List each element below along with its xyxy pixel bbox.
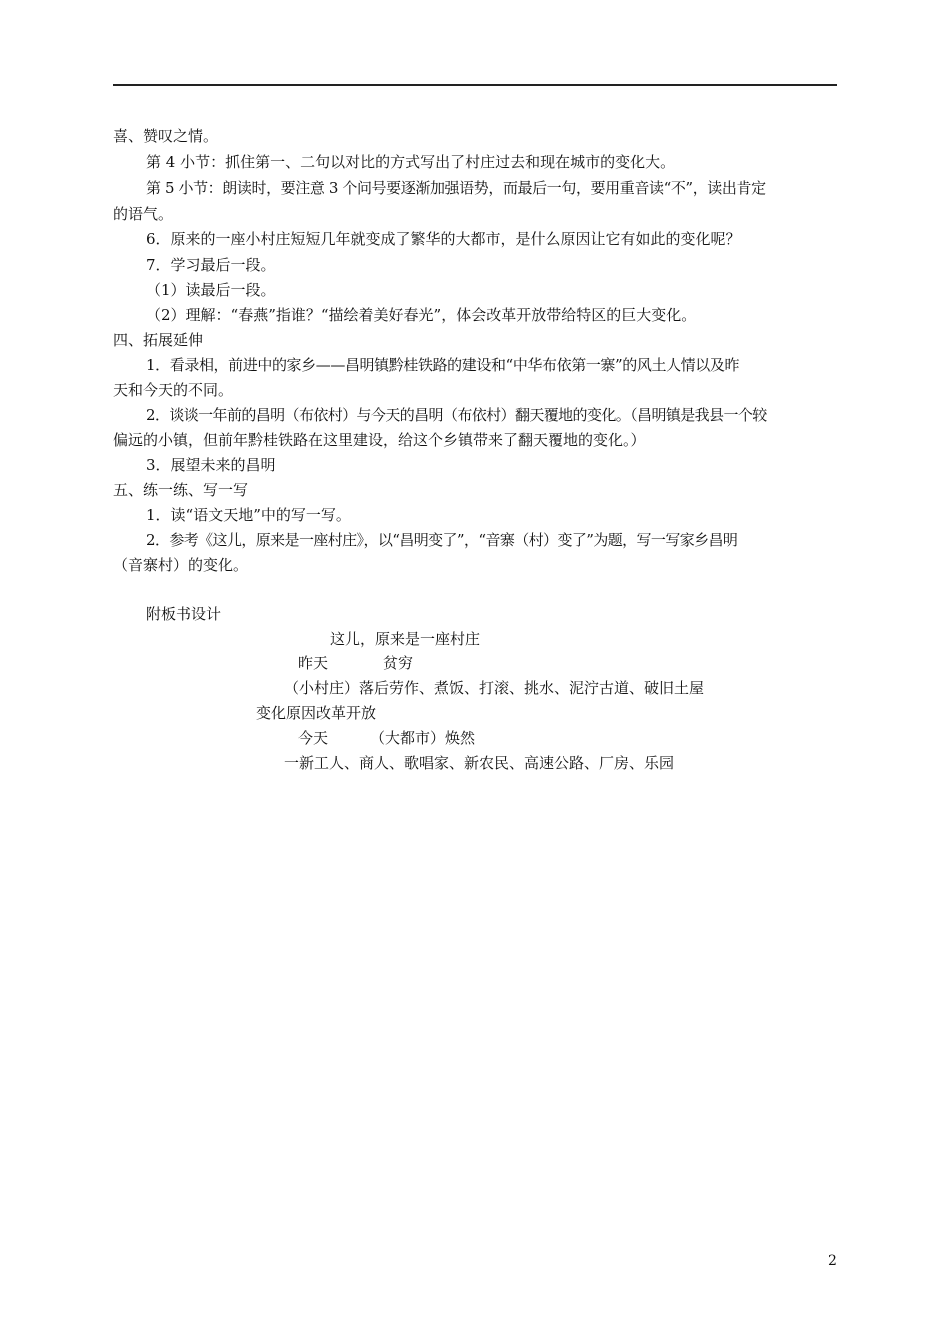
text-line: 第 5 小节：朗读时，要注意 3 个问号要逐渐加强语势，而最后一句，要用重音读“不”，读出肯定 xyxy=(146,179,766,197)
board-yesterday: 昨天 xyxy=(298,654,329,672)
board-city: （大都市）焕然 xyxy=(370,729,476,747)
text-line: 喜、赞叹之情。 xyxy=(113,127,219,145)
text-line: 2．参考《这儿，原来是一座村庄》，以“昌明变了”，“音寨（村）变了”为题，写一写家乡昌明 xyxy=(146,531,738,549)
text-line: 1．看录相，前进中的家乡——昌明镇黔桂铁路的建设和“中华布依第一寨”的风土人情以及昨 xyxy=(146,356,740,374)
text-line: 3．展望未来的昌明 xyxy=(146,456,276,474)
text-line: （2）理解：“春燕”指谁？“描绘着美好春光”，体会改革开放带给特区的巨大变化。 xyxy=(146,306,697,324)
text-line: 7．学习最后一段。 xyxy=(146,256,276,274)
board-heading: 附板书设计 xyxy=(146,605,222,623)
text-line: 偏远的小镇，但前年黔桂铁路在这里建设，给这个乡镇带来了翻天覆地的变化。） xyxy=(113,431,646,449)
board-reason: 变化原因改革开放 xyxy=(256,704,377,722)
header-rule xyxy=(113,84,837,86)
text-line: 2．谈谈一年前的昌明（布依村）与今天的昌明（布依村）翻天覆地的变化。（昌明镇是我县一个较 xyxy=(146,406,767,424)
text-line: 6．原来的一座小村庄短短几年就变成了繁华的大都市，是什么原因让它有如此的变化呢？ xyxy=(146,230,741,248)
section-heading: 四、拓展延伸 xyxy=(113,331,204,349)
board-village-line: （小村庄）落后劳作、煮饭、打滚、挑水、泥泞古道、破旧土屋 xyxy=(284,679,705,697)
section-heading: 五、练一练、写一写 xyxy=(113,481,249,499)
board-poor: 贫穷 xyxy=(383,654,414,672)
text-line: （音寨村）的变化。 xyxy=(113,556,249,574)
page-number: 2 xyxy=(828,1253,837,1269)
text-line: 第 4 小节：抓住第一、二句以对比的方式写出了村庄过去和现在城市的变化大。 xyxy=(146,153,676,171)
text-line: 的语气。 xyxy=(113,205,174,223)
text-line: 天和今天的不同。 xyxy=(113,381,234,399)
board-new-line: 一新工人、商人、歌唱家、新农民、高速公路、厂房、乐园 xyxy=(284,754,675,772)
text-line: （1）读最后一段。 xyxy=(146,281,276,299)
board-title: 这儿，原来是一座村庄 xyxy=(330,630,481,648)
text-line: 1．读“语文天地”中的写一写。 xyxy=(146,506,351,524)
board-today: 今天 xyxy=(298,729,329,747)
